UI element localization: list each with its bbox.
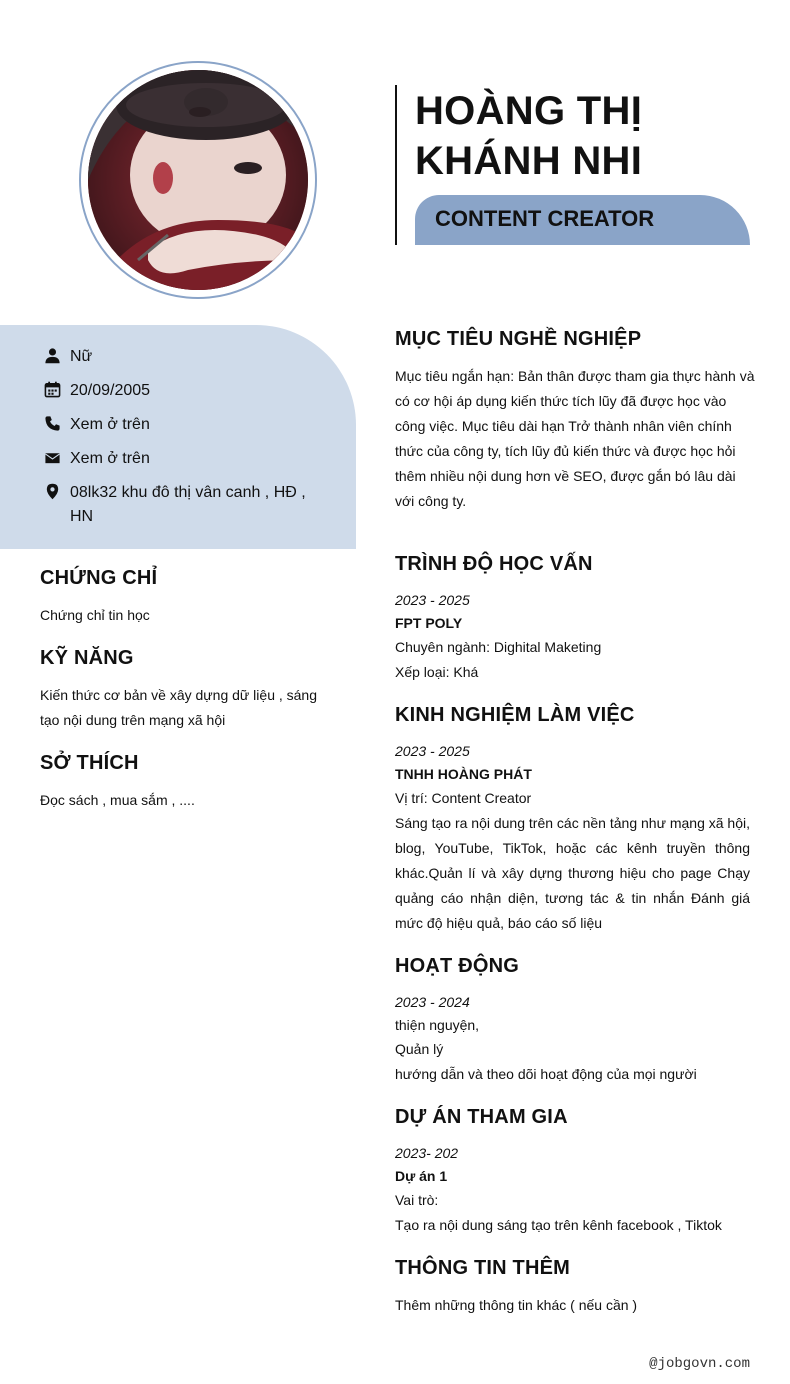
full-name: [415, 86, 755, 186]
objective-text: Mục tiêu ngắn hạn: Bản thân được tham gia thực hành và có cơ hội áp dụng kiến thức tích lũy đã được học vào công việc. Mục tiêu dài hạn Trở thành nhân viên chính thức của công ty, tích lũy đủ kiến thức và được học hỏi thêm nhiều nội dung hơn về SEO, được gắn bó lâu dài với công ty.: [395, 368, 755, 509]
certificates-text: Chứng chỉ tin học: [40, 607, 150, 623]
activities-heading: HOẠT ĐỘNG: [395, 955, 520, 977]
skills-text: Kiến thức cơ bản về xây dựng dữ liệu , sáng tạo nội dung trên mạng xã hội: [40, 687, 318, 728]
address-value: 08lk32 khu đô thị vân canh , HĐ , HN: [70, 484, 306, 525]
experience-position: Vị trí: Content Creator: [395, 790, 532, 806]
contact-email: [44, 447, 320, 471]
contact-phone: [44, 413, 320, 437]
projects-role: Vai trò:: [395, 1192, 439, 1208]
experience-period: 2023 - 2025: [395, 743, 470, 759]
avatar: [88, 70, 308, 290]
contact-address: [44, 481, 320, 529]
activities-line-3: hướng dẫn và theo dõi hoạt động của mọi người: [395, 1066, 697, 1082]
education-heading: TRÌNH ĐỘ HỌC VẤN: [395, 553, 593, 575]
calendar-icon: [44, 381, 61, 398]
education-school: FPT POLY: [395, 615, 463, 631]
experience-heading: KINH NGHIỆM LÀM VIỆC: [395, 704, 635, 726]
education-period: 2023 - 2025: [395, 592, 470, 608]
objective-heading: MỤC TIÊU NGHỀ NGHIỆP: [395, 328, 642, 350]
gender-value: Nữ: [70, 348, 93, 365]
experience-company: TNHH HOÀNG PHÁT: [395, 766, 532, 782]
name-line-2: KHÁNH NHI: [415, 139, 643, 183]
projects-heading: DỰ ÁN THAM GIA: [395, 1106, 568, 1128]
hobbies-heading: SỞ THÍCH: [40, 752, 139, 774]
education-grade: Xếp loại: Khá: [395, 664, 479, 680]
footer-brand: @jobgovn.com: [649, 1356, 750, 1372]
name-line-1: HOÀNG THỊ: [415, 89, 643, 133]
activities-line-2: Quản lý: [395, 1041, 444, 1057]
job-title: CONTENT CREATOR: [435, 206, 655, 231]
contact-gender: [44, 345, 320, 369]
job-title-badge: [415, 195, 750, 245]
projects-name: Dự án 1: [395, 1168, 448, 1184]
certificates-heading: CHỨNG CHỈ: [40, 567, 158, 589]
location-pin-icon: [44, 483, 61, 500]
experience-description: Sáng tạo ra nội dung trên các nền tảng như mạng xã hội, blog, YouTube, TikTok, hoặc các kênh truyền thông khác.Quản lí và xây dựng thương hiệu cho page Chạy quảng cáo nhận diện, tương tác & tin nhắn Đánh giá mức độ hiệu quả, báo cáo số liệu: [395, 815, 750, 931]
activities-period: 2023 - 2024: [395, 994, 470, 1010]
phone-icon: [44, 415, 61, 432]
skills-heading: KỸ NĂNG: [40, 647, 134, 669]
education-major: Chuyên ngành: Dighital Maketing: [395, 639, 602, 655]
name-divider: [395, 85, 397, 245]
hobbies-text: Đọc sách , mua sắm , ....: [40, 792, 195, 808]
mail-icon: [44, 449, 61, 466]
person-icon: [44, 347, 61, 364]
birthday-value: 20/09/2005: [70, 382, 151, 399]
email-value: Xem ở trên: [70, 450, 150, 467]
additional-text: Thêm những thông tin khác ( nếu cần ): [395, 1297, 638, 1313]
additional-heading: THÔNG TIN THÊM: [395, 1257, 571, 1279]
projects-period: 2023- 202: [395, 1145, 459, 1161]
projects-description: Tạo ra nội dung sáng tạo trên kênh facebook , Tiktok: [395, 1217, 722, 1233]
activities-line-1: thiện nguyện,: [395, 1017, 480, 1033]
phone-value: Xem ở trên: [70, 416, 150, 433]
contact-birthday: [44, 379, 320, 403]
